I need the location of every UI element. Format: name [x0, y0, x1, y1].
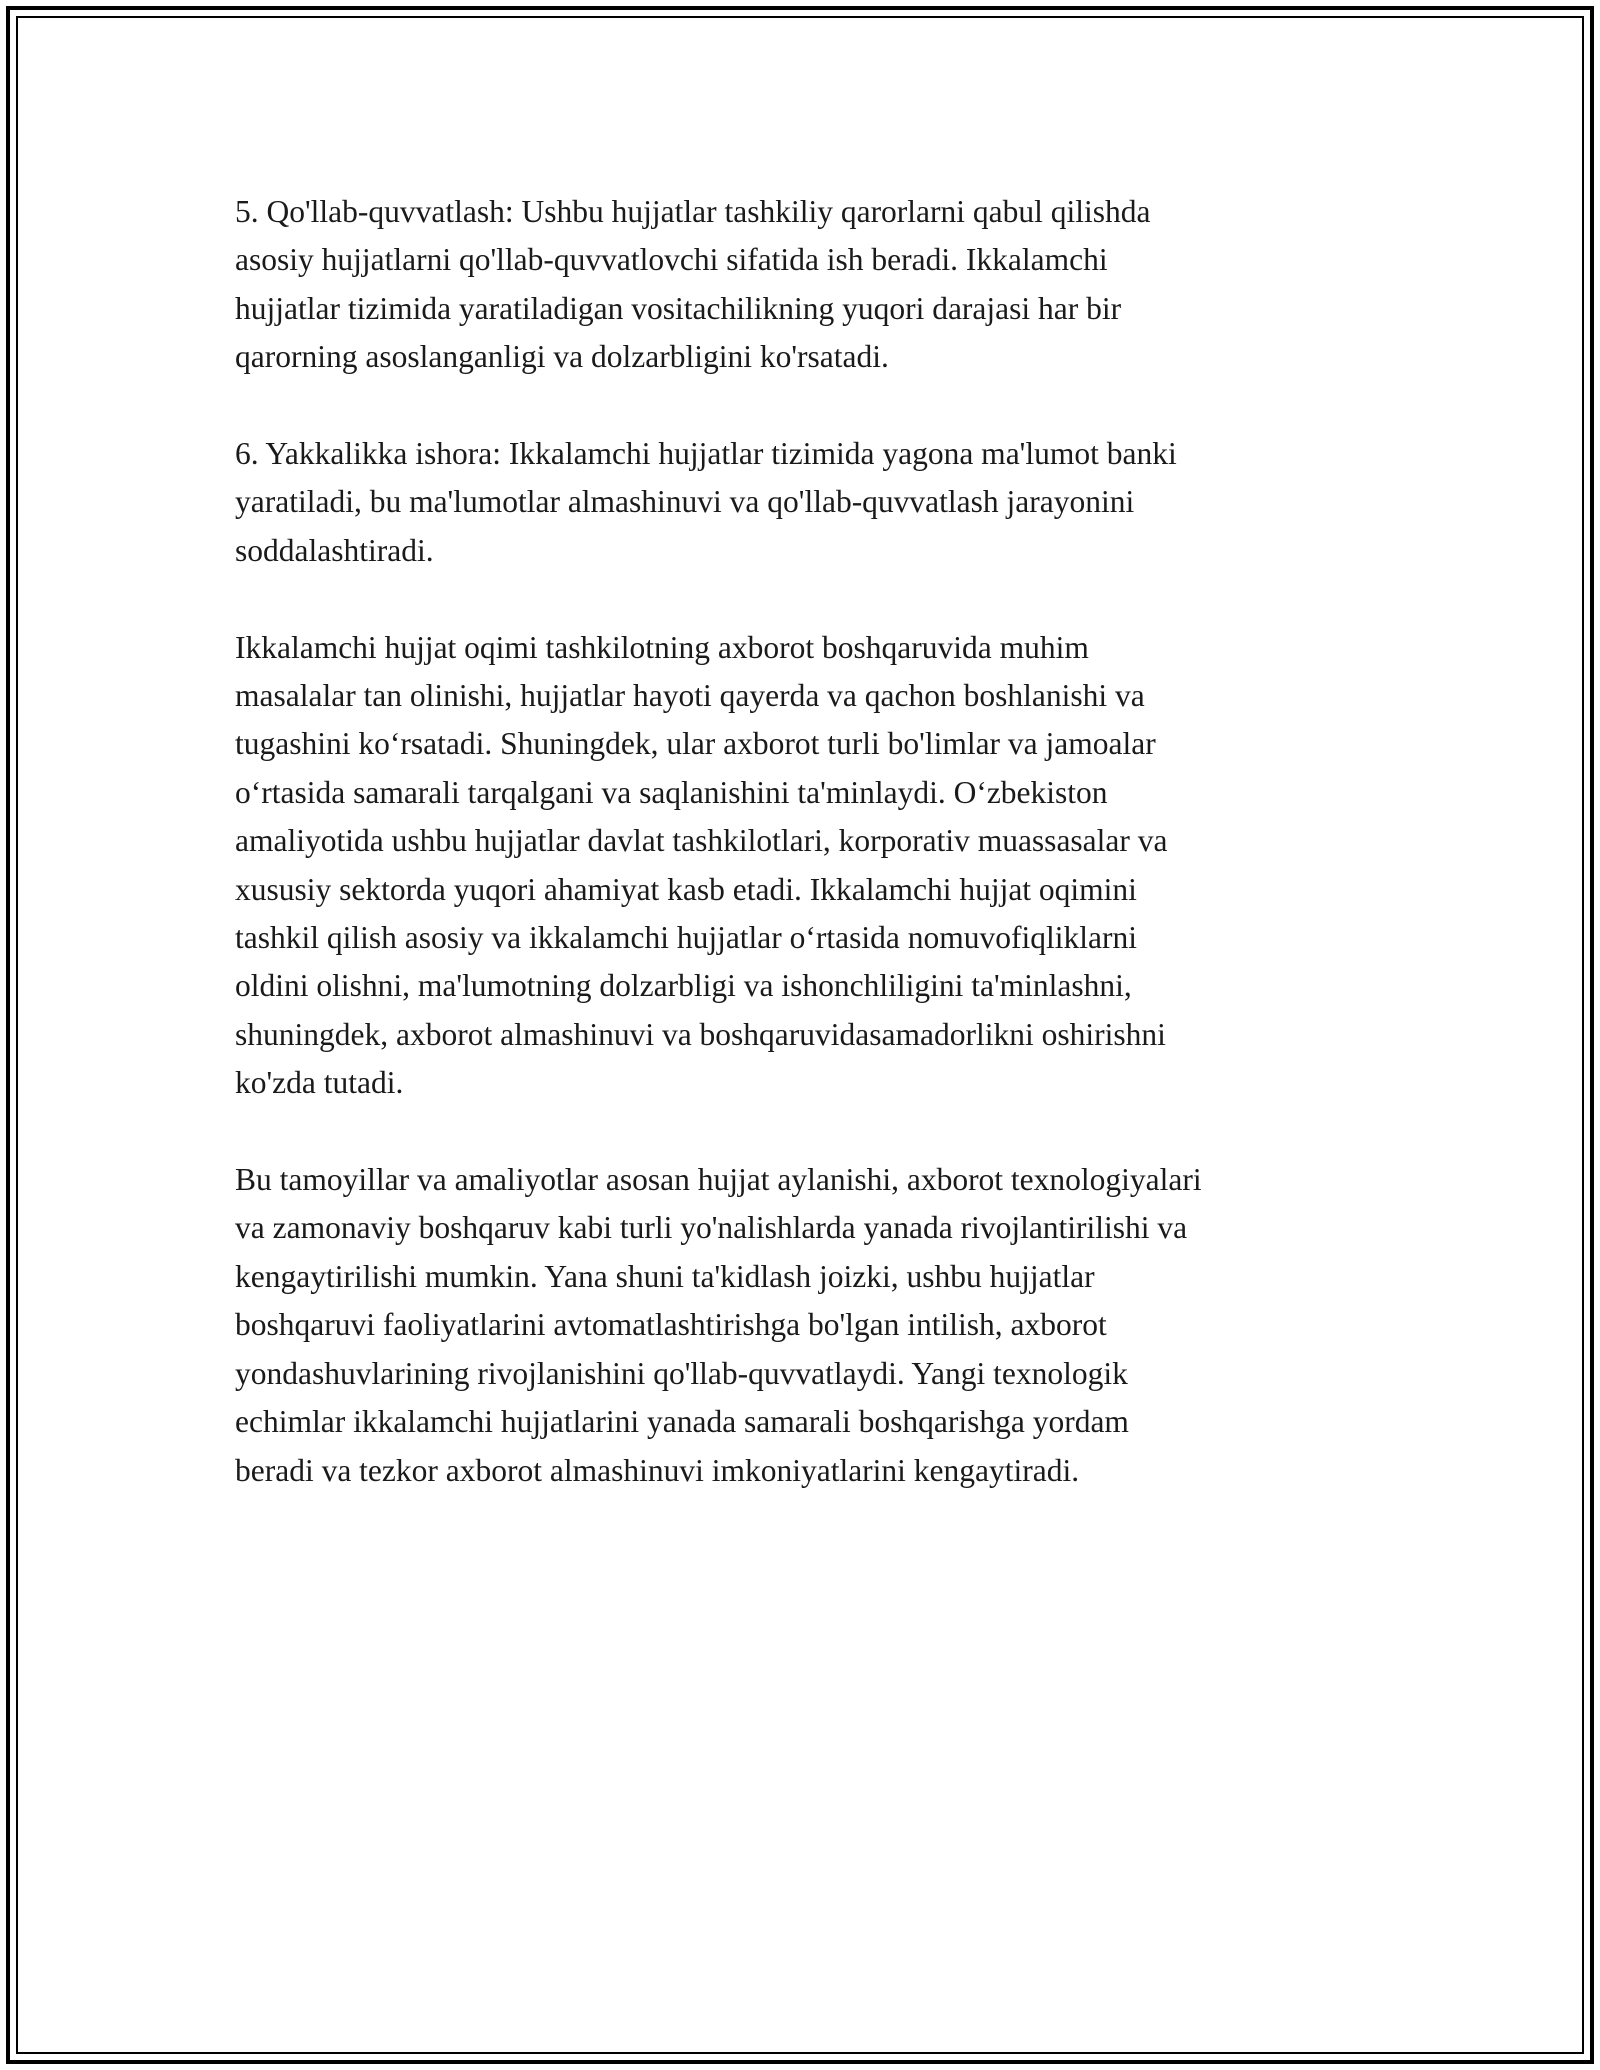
document-body	[235, 188, 1385, 1543]
paragraph-support: 5. Qo'llab-quvvatlash: Ushbu hujjatlar tashkiliy qarorlarni qabul qilishda asosiy hujjatlarni qo'llab-quvvatlovchi sifatida ish beradi. Ikkalamchi hujjatlar tizimida yaratiladigan vositachilikning yuqori darajasi har bir qarorning asoslanganligi va dolzarbligini ko'rsatadi.	[235, 194, 1151, 375]
paragraph-principles-practices: Bu tamoyillar va amaliyotlar asosan hujjat aylanishi, axborot texnologiyalari va zamonaviy boshqaruv kabi turli yo'nalishlarda yanada rivojlantirilishi va kengaytirilishi mumkin. Yana shuni ta'kidlash joizki, ushbu hujjatlar boshqaruvi faoliyatlarini avtomatlashtirishga bo'lgan intilish, axborot yondashuvlarining rivojlanishini qo'llab-quvvatlaydi. Yangi texnologik echimlar ikkalamchi hujjatlarini yanada samarali boshqarishga yordam beradi va tezkor axborot almashinuvi imkoniyatlarini kengaytiradi.	[235, 1162, 1202, 1488]
paragraph-single-reference: 6. Yakkalikka ishora: Ikkalamchi hujjatlar tizimida yagona ma'lumot banki yaratiladi, bu ma'lumotlar almashinuvi va qo'llab-quvvatlash jarayonini soddalashtiradi.	[235, 436, 1177, 568]
paragraph-secondary-document-flow: Ikkalamchi hujjat oqimi tashkilotning axborot boshqaruvida muhim masalalar tan olinishi, hujjatlar hayoti qayerda va qachon boshlanishi va tugashini ko‘rsatadi. Shuningdek, ular axborot turli bo'limlar va jamoalar o‘rtasida samarali tarqalgani va saqlanishini ta'minlaydi. O‘zbekiston amaliyotida ushbu hujjatlar davlat tashkilotlari, korporativ muassasalar va xususiy sektorda yuqori ahamiyat kasb etadi. Ikkalamchi hujjat oqimini tashkil qilish asosiy va ikkalamchi hujjatlar o‘rtasida nomuvofiqliklarni oldini olishni, ma'lumotning dolzarbligi va ishonchliligini ta'minlashni, shuningdek, axborot almashinuvi va boshqaruvidasamadorlikni oshirishni ko'zda tutadi.	[235, 629, 1168, 1101]
